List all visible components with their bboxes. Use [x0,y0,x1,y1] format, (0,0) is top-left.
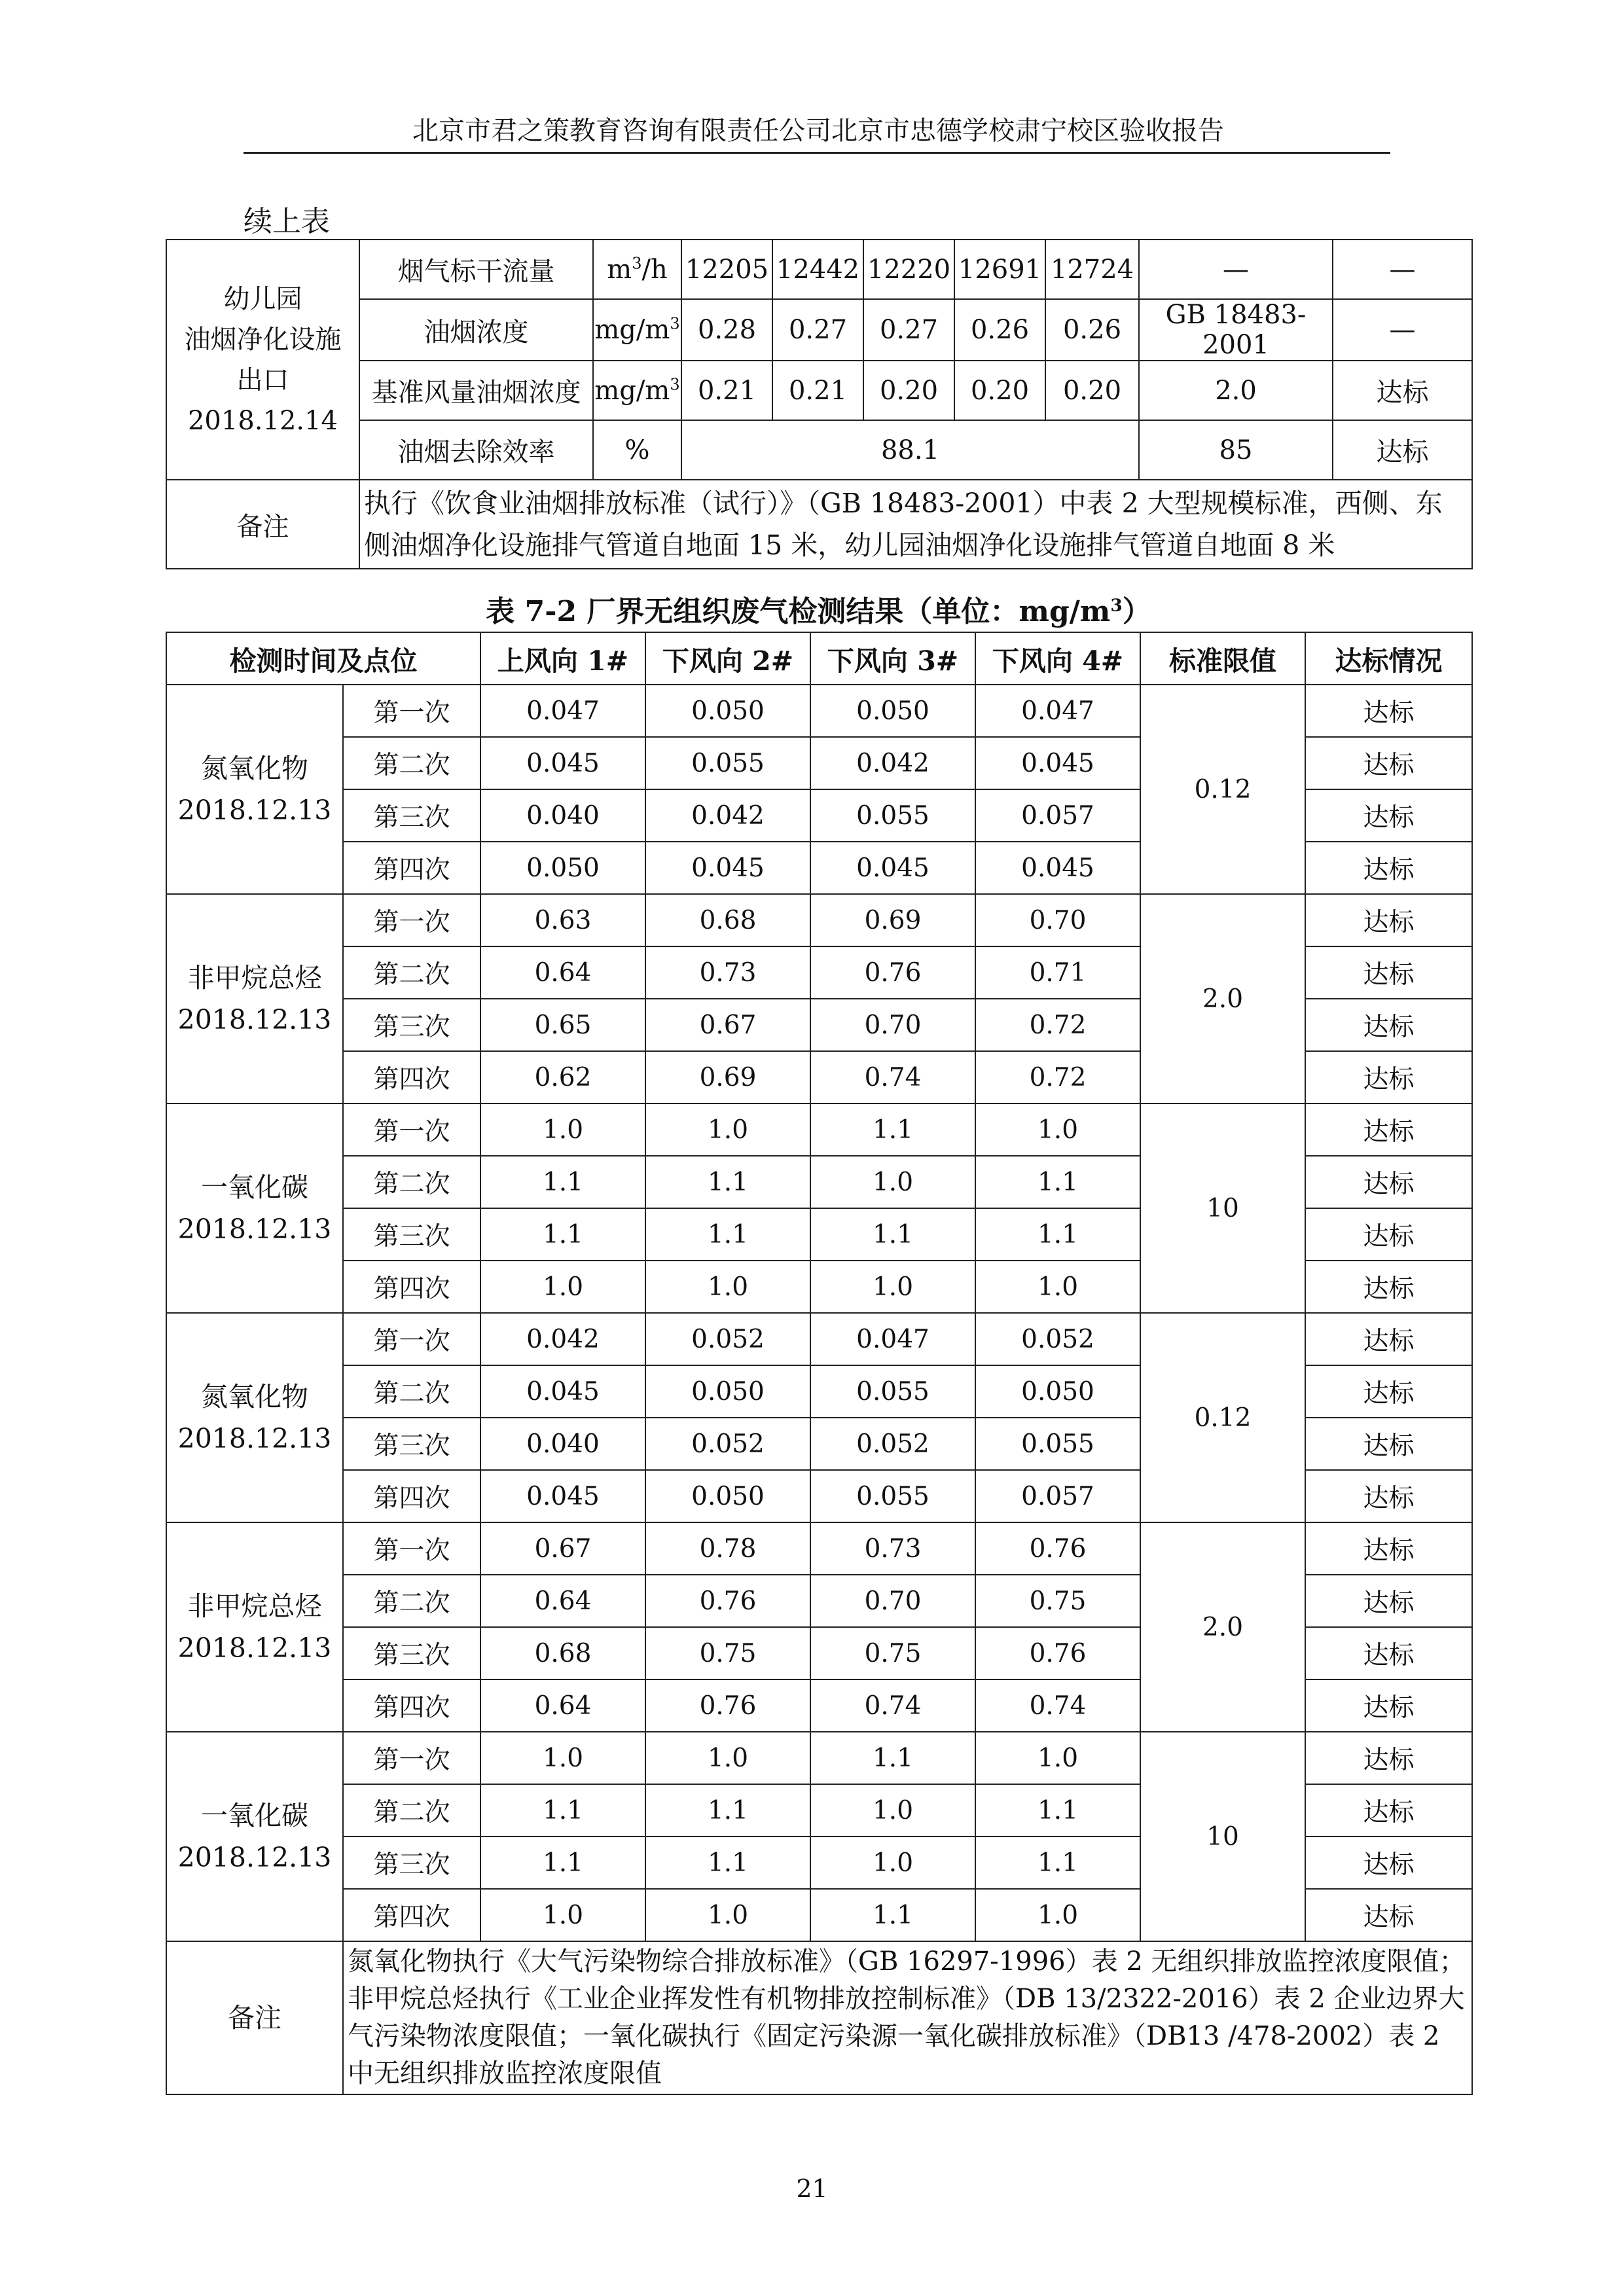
result-cell: 达标 [1305,1627,1472,1679]
value-cell: 1.1 [645,1784,810,1837]
sample-label: 第二次 [343,1156,480,1208]
value-cell: 1.0 [645,1103,810,1156]
value-cell: 1.1 [480,1156,645,1208]
value-cell: 0.050 [975,1365,1140,1418]
location-line: 幼儿园 [223,283,302,314]
value-cell: 0.78 [645,1522,810,1575]
limit-cell: 0.12 [1140,685,1305,894]
value-cell: 0.62 [480,1051,645,1103]
pollutant-cell [166,894,343,1103]
column-header: 检测时间及点位 [166,632,480,685]
value-cell: 12691 [954,240,1045,299]
continued-label: 续上表 [244,205,330,238]
result-cell: 达标 [1305,1522,1472,1575]
value-cell: 0.055 [810,1365,975,1418]
value-cell: 1.1 [975,1837,1140,1889]
value-cell: 0.27 [863,299,954,361]
pollutant-date: 2018.12.13 [177,1213,332,1245]
unit-base: mg/m [594,315,670,345]
sample-label: 第一次 [343,1103,480,1156]
result-cell: 达标 [1305,1051,1472,1103]
sample-label: 第四次 [343,1470,480,1522]
value-cell: 1.1 [975,1208,1140,1261]
note-label: 备注 [166,1941,343,2094]
value-cell: 1.0 [645,1261,810,1313]
page-header: 北京市君之策教育咨询有限责任公司北京市忠德学校肃宁校区验收报告 [412,116,1224,146]
caption-text: 表 7-2 厂界无组织废气检测结果（单位：mg/m [486,595,1111,628]
result-cell: — [1333,240,1472,299]
value-cell: 0.21 [681,361,772,420]
note-text: 氮氧化物执行《大气污染物综合排放标准》（GB 16297-1996）表 2 无组织排放监控浓度限值；非甲烷总烃执行《工业企业挥发性有机物排放控制标准》（DB 13/2322-2016）表 2 企业边界大气污染物浓度限值；一氧化碳执行《固定污染源一氧化碳排放标准》（DB13 /478-2002）表 2 中无组织排放监控浓度限值 [343,1941,1472,2094]
pollutant-date: 2018.12.13 [177,1632,332,1664]
column-header: 下风向 4# [975,632,1140,685]
value-cell: 0.67 [480,1522,645,1575]
pollutant-name: 氮氧化物 [201,753,308,784]
value-cell: 0.045 [975,842,1140,894]
location-line: 2018.12.14 [187,405,338,436]
value-cell: 1.1 [810,1103,975,1156]
value-cell: 0.045 [810,842,975,894]
limit-cell: 2.0 [1140,894,1305,1103]
value-cell: 0.052 [810,1418,975,1470]
value-cell: 0.74 [975,1679,1140,1732]
result-cell: 达标 [1305,1261,1472,1313]
pollutant-name: 非甲烷总烃 [187,962,322,994]
value-cell: 0.040 [480,1418,645,1470]
value-cell: 1.0 [645,1732,810,1784]
value-cell: 0.20 [863,361,954,420]
value-cell: 1.0 [810,1784,975,1837]
value-cell: 0.75 [810,1627,975,1679]
value-cell: 0.050 [810,685,975,737]
value-cell: 0.75 [645,1627,810,1679]
value-cell: 0.73 [645,946,810,999]
value-cell: 0.27 [772,299,863,361]
value-cell: 1.0 [810,1837,975,1889]
value-cell: 0.76 [975,1627,1140,1679]
table-row [166,420,1472,480]
value-cell: 0.057 [975,789,1140,842]
value-cell: 0.74 [810,1051,975,1103]
value-cell: 0.055 [810,789,975,842]
value-cell: 0.26 [954,299,1045,361]
header-row [166,632,1472,685]
value-cell: 0.70 [975,894,1140,946]
value-cell: 1.1 [810,1732,975,1784]
table-row [166,240,1472,299]
result-cell: 达标 [1305,737,1472,789]
value-cell: 0.045 [480,1365,645,1418]
value-cell: 0.045 [480,737,645,789]
value-cell: 0.70 [810,999,975,1051]
value-cell: 0.68 [480,1627,645,1679]
result-cell: 达标 [1305,1208,1472,1261]
location-line: 出口 [236,365,289,395]
value-cell: 0.21 [772,361,863,420]
value-cell: 0.76 [645,1575,810,1627]
standard-cell: 85 [1139,420,1333,480]
sample-label: 第四次 [343,1679,480,1732]
result-cell: 达标 [1305,1784,1472,1837]
result-cell: 达标 [1305,1575,1472,1627]
result-cell: 达标 [1305,946,1472,999]
standard-cell: 2.0 [1139,361,1333,420]
unit-superscript: 3 [632,254,642,273]
value-cell: 1.1 [810,1889,975,1941]
table-row [166,1313,1472,1365]
unit-base: mg/m [594,375,670,406]
value-cell: 0.050 [480,842,645,894]
limit-cell: 10 [1140,1103,1305,1313]
table-row [166,1522,1472,1575]
result-cell: 达标 [1333,420,1472,480]
value-cell: 1.0 [975,1889,1140,1941]
value-cell: 88.1 [681,420,1139,480]
value-cell: 0.042 [480,1313,645,1365]
value-cell: 1.0 [480,1889,645,1941]
caption-superscript: 3 [1110,595,1123,616]
value-cell: 0.042 [810,737,975,789]
value-cell: 0.26 [1045,299,1139,361]
sample-label: 第一次 [343,1732,480,1784]
pollutant-date: 2018.12.13 [177,795,332,826]
value-cell: 0.67 [645,999,810,1051]
value-cell: 0.050 [645,1470,810,1522]
pollutant-name: 非甲烷总烃 [187,1590,322,1622]
sample-label: 第四次 [343,842,480,894]
value-cell: 0.057 [975,1470,1140,1522]
value-cell: 0.76 [645,1679,810,1732]
result-cell: 达标 [1305,1837,1472,1889]
sample-label: 第二次 [343,1575,480,1627]
value-cell: 0.055 [645,737,810,789]
value-cell: 0.75 [975,1575,1140,1627]
sample-label: 第三次 [343,999,480,1051]
column-header: 下风向 2# [645,632,810,685]
value-cell: 1.1 [480,1784,645,1837]
value-cell: 1.1 [810,1208,975,1261]
sample-label: 第一次 [343,1522,480,1575]
value-cell: 0.69 [810,894,975,946]
pollutant-cell [166,1522,343,1732]
page-number: 21 [796,2174,828,2203]
sample-label: 第三次 [343,1627,480,1679]
value-cell: 0.73 [810,1522,975,1575]
value-cell: 0.055 [975,1418,1140,1470]
limit-cell: 0.12 [1140,1313,1305,1522]
value-cell: 0.63 [480,894,645,946]
sample-label: 第三次 [343,1837,480,1889]
sample-label: 第三次 [343,1418,480,1470]
value-cell: 1.1 [645,1208,810,1261]
result-cell: 达标 [1305,1313,1472,1365]
result-cell: 达标 [1305,1889,1472,1941]
value-cell: 1.0 [480,1261,645,1313]
column-header: 标准限值 [1140,632,1305,685]
value-cell: 0.72 [975,999,1140,1051]
value-cell: 1.0 [810,1156,975,1208]
sample-label: 第四次 [343,1261,480,1313]
pollutant-cell [166,1313,343,1522]
value-cell: 1.1 [975,1156,1140,1208]
result-cell: 达标 [1305,1156,1472,1208]
result-cell: 达标 [1305,685,1472,737]
table-row [166,685,1472,737]
column-header: 达标情况 [1305,632,1472,685]
table-row [166,1103,1472,1156]
unit-cell [593,361,681,420]
result-cell: 达标 [1305,1732,1472,1784]
sample-label: 第四次 [343,1889,480,1941]
item-cell: 烟气标干流量 [359,240,593,299]
note-label: 备注 [166,480,359,569]
result-cell: 达标 [1333,361,1472,420]
header-rule [244,152,1390,154]
pollutant-name: 一氧化碳 [201,1172,308,1203]
pollutant-cell [166,1732,343,1941]
table-row [166,1732,1472,1784]
item-cell: 油烟去除效率 [359,420,593,480]
value-cell: 0.052 [645,1313,810,1365]
value-cell: 12724 [1045,240,1139,299]
result-cell: 达标 [1305,1470,1472,1522]
result-cell: 达标 [1305,789,1472,842]
value-cell: 0.71 [975,946,1140,999]
sample-label: 第二次 [343,946,480,999]
value-cell: 0.70 [810,1575,975,1627]
unit-tail: /h [641,254,668,285]
location-line: 油烟净化设施 [184,324,342,355]
value-cell: 0.20 [1045,361,1139,420]
location-cell [166,240,359,480]
standard-cell: — [1139,240,1333,299]
table-7-2-caption [166,588,1471,630]
pollutant-date: 2018.12.13 [177,1423,332,1454]
result-cell: 达标 [1305,842,1472,894]
pollutant-date: 2018.12.13 [177,1842,332,1873]
fugitive-emission-table [166,632,1473,2095]
value-cell: 0.055 [810,1470,975,1522]
value-cell: 1.0 [810,1261,975,1313]
value-cell: 1.1 [645,1156,810,1208]
value-cell: 1.1 [975,1784,1140,1837]
result-cell: 达标 [1305,894,1472,946]
value-cell: 0.69 [645,1051,810,1103]
value-cell: 12220 [863,240,954,299]
unit-superscript: 3 [670,375,680,394]
value-cell: 0.040 [480,789,645,842]
sample-label: 第二次 [343,1784,480,1837]
emission-table-continued [166,239,1473,569]
value-cell: 0.76 [810,946,975,999]
table-row [166,894,1472,946]
value-cell: 0.20 [954,361,1045,420]
result-cell: — [1333,299,1472,361]
value-cell: 12205 [681,240,772,299]
result-cell: 达标 [1305,1103,1472,1156]
value-cell: 0.72 [975,1051,1140,1103]
sample-label: 第三次 [343,789,480,842]
value-cell: 0.64 [480,1575,645,1627]
unit-cell: % [593,420,681,480]
value-cell: 1.0 [480,1103,645,1156]
value-cell: 0.045 [975,737,1140,789]
value-cell: 0.64 [480,946,645,999]
sample-label: 第二次 [343,1365,480,1418]
value-cell: 0.64 [480,1679,645,1732]
value-cell: 0.28 [681,299,772,361]
value-cell: 12442 [772,240,863,299]
value-cell: 0.052 [975,1313,1140,1365]
sample-label: 第一次 [343,894,480,946]
value-cell: 1.0 [645,1889,810,1941]
sample-label: 第三次 [343,1208,480,1261]
value-cell: 0.68 [645,894,810,946]
unit-cell [593,240,681,299]
result-cell: 达标 [1305,1679,1472,1732]
value-cell: 1.0 [975,1103,1140,1156]
value-cell: 0.76 [975,1522,1140,1575]
value-cell: 0.050 [645,685,810,737]
sample-label: 第二次 [343,737,480,789]
item-cell: 油烟浓度 [359,299,593,361]
value-cell: 1.1 [480,1208,645,1261]
value-cell: 0.047 [480,685,645,737]
item-cell: 基准风量油烟浓度 [359,361,593,420]
pollutant-cell [166,1103,343,1313]
pollutant-date: 2018.12.13 [177,1004,332,1035]
unit-base: m [607,254,632,285]
note-row [166,1941,1472,2094]
sample-label: 第一次 [343,1313,480,1365]
note-row [166,480,1472,569]
limit-cell: 2.0 [1140,1522,1305,1732]
pollutant-cell [166,685,343,894]
value-cell: 0.74 [810,1679,975,1732]
unit-cell [593,299,681,361]
table-row [166,299,1472,361]
value-cell: 1.1 [480,1837,645,1889]
value-cell: 1.0 [975,1261,1140,1313]
value-cell: 0.047 [975,685,1140,737]
value-cell: 0.65 [480,999,645,1051]
unit-superscript: 3 [670,314,680,333]
caption-tail: ） [1122,595,1151,628]
result-cell: 达标 [1305,999,1472,1051]
value-cell: 0.050 [645,1365,810,1418]
value-cell: 0.042 [645,789,810,842]
column-header: 下风向 3# [810,632,975,685]
value-cell: 1.0 [975,1732,1140,1784]
value-cell: 0.047 [810,1313,975,1365]
value-cell: 1.1 [645,1837,810,1889]
note-text: 执行《饮食业油烟排放标准（试行）》（GB 18483-2001）中表 2 大型规模标准，西侧、东侧油烟净化设施排气管道自地面 15 米，幼儿园油烟净化设施排气管道自地面 8 米 [359,480,1472,569]
column-header: 上风向 1# [480,632,645,685]
pollutant-name: 一氧化碳 [201,1800,308,1831]
table-row [166,361,1472,420]
value-cell: 0.045 [480,1470,645,1522]
value-cell: 1.0 [480,1732,645,1784]
sample-label: 第一次 [343,685,480,737]
value-cell: 0.052 [645,1418,810,1470]
result-cell: 达标 [1305,1365,1472,1418]
result-cell: 达标 [1305,1418,1472,1470]
limit-cell: 10 [1140,1732,1305,1941]
sample-label: 第四次 [343,1051,480,1103]
standard-cell: GB 18483-2001 [1139,299,1333,361]
pollutant-name: 氮氧化物 [201,1381,308,1412]
value-cell: 0.045 [645,842,810,894]
